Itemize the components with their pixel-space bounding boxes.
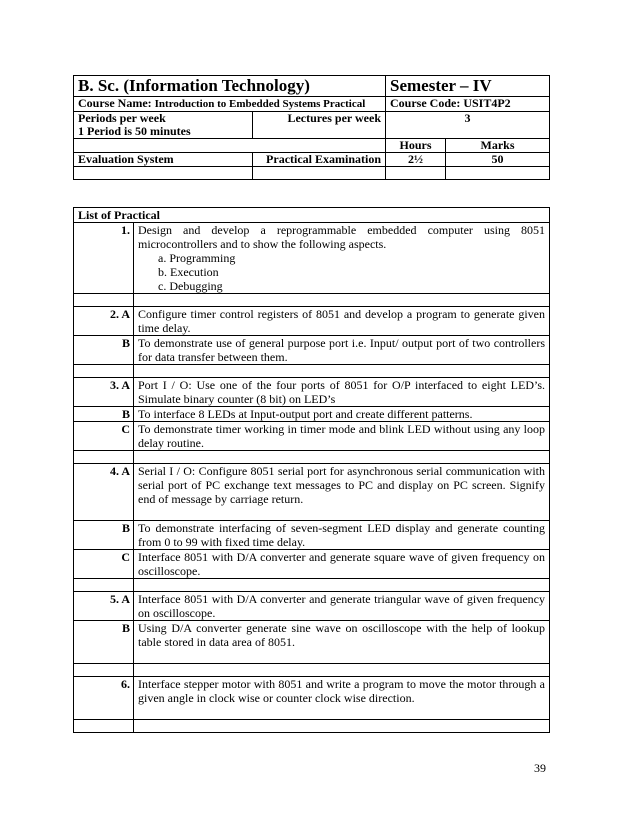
practical-description: Configure timer control registers of 8051 and develop a program to generate given time delay. — [134, 307, 550, 336]
practical-number: 3. A — [74, 378, 134, 407]
practical-description: To interface 8 LEDs at Input-output port and create different patterns. — [134, 407, 550, 422]
period-duration: 1 Period is 50 minutes — [78, 124, 191, 138]
practical-number: 1. — [74, 223, 134, 294]
empty-cell — [134, 579, 550, 592]
practical-number: B — [74, 336, 134, 365]
programme-title: B. Sc. (Information Technology) — [74, 76, 386, 97]
spacer-row — [74, 579, 550, 592]
empty-cell — [74, 579, 134, 592]
empty-cell — [74, 294, 134, 307]
aspect-item: a. Programming — [158, 251, 236, 265]
header-row-evaluation — [74, 153, 550, 167]
practical-row — [74, 336, 550, 365]
exam-label: Practical Examination — [253, 153, 386, 167]
empty-cell — [74, 720, 134, 733]
hours-label: Hours — [386, 139, 446, 153]
empty-cell — [74, 451, 134, 464]
practical-number: 6. — [74, 677, 134, 720]
evaluation-label: Evaluation System — [74, 153, 253, 167]
course-code: Course Code: USIT4P2 — [386, 97, 550, 112]
practical-number: C — [74, 422, 134, 451]
practical-number: 5. A — [74, 592, 134, 621]
header-row-periods — [74, 112, 550, 139]
practical-description — [134, 223, 550, 294]
practical-number: C — [74, 550, 134, 579]
empty-cell — [74, 139, 386, 153]
practical-number: 4. A — [74, 464, 134, 521]
hours-value: 2½ — [386, 153, 446, 167]
empty-cell — [446, 167, 550, 180]
list-title: List of Practical — [74, 208, 550, 223]
practical-row — [74, 621, 550, 664]
practical-description: To demonstrate timer working in timer mode and blink LED without using any loop delay routine. — [134, 422, 550, 451]
spacer-row — [74, 294, 550, 307]
course-name-label: Course Name: — [78, 96, 152, 110]
practical-description: To demonstrate interfacing of seven-segment LED display and generate counting from 0 to 99 with fixed time delay. — [134, 521, 550, 550]
aspect-item: b. Execution — [158, 265, 219, 279]
practical-description: Using D/A converter generate sine wave on oscilloscope with the help of lookup table stored in data area of 8051. — [134, 621, 550, 664]
course-header-table — [73, 75, 550, 180]
empty-cell — [134, 720, 550, 733]
spacer-row — [74, 365, 550, 378]
semester-label: Semester – IV — [386, 76, 550, 97]
practical-row — [74, 407, 550, 422]
aspect-item: c. Debugging — [158, 279, 223, 293]
practical-number: B — [74, 521, 134, 550]
practical-row — [74, 378, 550, 407]
header-row-programme — [74, 76, 550, 97]
practical-description: Interface stepper motor with 8051 and write a program to move the motor through a given angle in clock wise or counter clock wise direction. — [134, 677, 550, 720]
practical-row — [74, 521, 550, 550]
practical-number: B — [74, 621, 134, 664]
practical-description: To demonstrate use of general purpose port i.e. Input/ output port of two controllers for data transfer between them. — [134, 336, 550, 365]
empty-cell — [386, 167, 446, 180]
practical-list-table — [73, 207, 550, 733]
practical-row — [74, 422, 550, 451]
header-row-hours-marks — [74, 139, 550, 153]
empty-cell — [253, 167, 386, 180]
course-name-cell — [74, 97, 386, 112]
header-row-course — [74, 97, 550, 112]
practical-text: Design and develop a reprogrammable embedded computer using 8051 microcontrollers and to show the following aspects. — [138, 223, 546, 251]
empty-cell — [134, 664, 550, 677]
empty-cell — [134, 294, 550, 307]
header-row-blank — [74, 167, 550, 180]
empty-cell — [134, 365, 550, 378]
practical-row — [74, 677, 550, 720]
periods-label: Periods per week — [78, 111, 166, 125]
empty-cell — [74, 167, 253, 180]
practical-description: Port I / O: Use one of the four ports of 8051 for O/P interfaced to eight LED’s. Simulate binary counter (8 bit) on LED’s — [134, 378, 550, 407]
practical-row — [74, 464, 550, 521]
practical-row — [74, 307, 550, 336]
course-name-value: Introduction to Embedded Systems Practical — [154, 98, 366, 110]
empty-cell — [74, 664, 134, 677]
practical-description: Interface 8051 with D/A converter and generate square wave of given frequency on oscilloscope. — [134, 550, 550, 579]
practical-number: 2. A — [74, 307, 134, 336]
marks-label: Marks — [446, 139, 550, 153]
practical-row — [74, 592, 550, 621]
practical-number: B — [74, 407, 134, 422]
empty-cell — [134, 451, 550, 464]
practical-description: Interface 8051 with D/A converter and generate triangular wave of given frequency on oscilloscope. — [134, 592, 550, 621]
spacer-row — [74, 720, 550, 733]
practical-row — [74, 223, 550, 294]
lectures-label: Lectures per week — [253, 112, 386, 139]
empty-cell — [74, 365, 134, 378]
spacer-row — [74, 664, 550, 677]
page-number: 39 — [534, 761, 546, 775]
practical-row — [74, 550, 550, 579]
periods-cell — [74, 112, 253, 139]
practical-description: Serial I / O: Configure 8051 serial port for asynchronous serial communication with serial port of PC exchange text messages to PC and display on PC screen. Signify end of message by carriage return. — [134, 464, 550, 521]
marks-value: 50 — [446, 153, 550, 167]
lectures-value: 3 — [386, 112, 550, 139]
list-title-row — [74, 208, 550, 223]
spacer-row — [74, 451, 550, 464]
